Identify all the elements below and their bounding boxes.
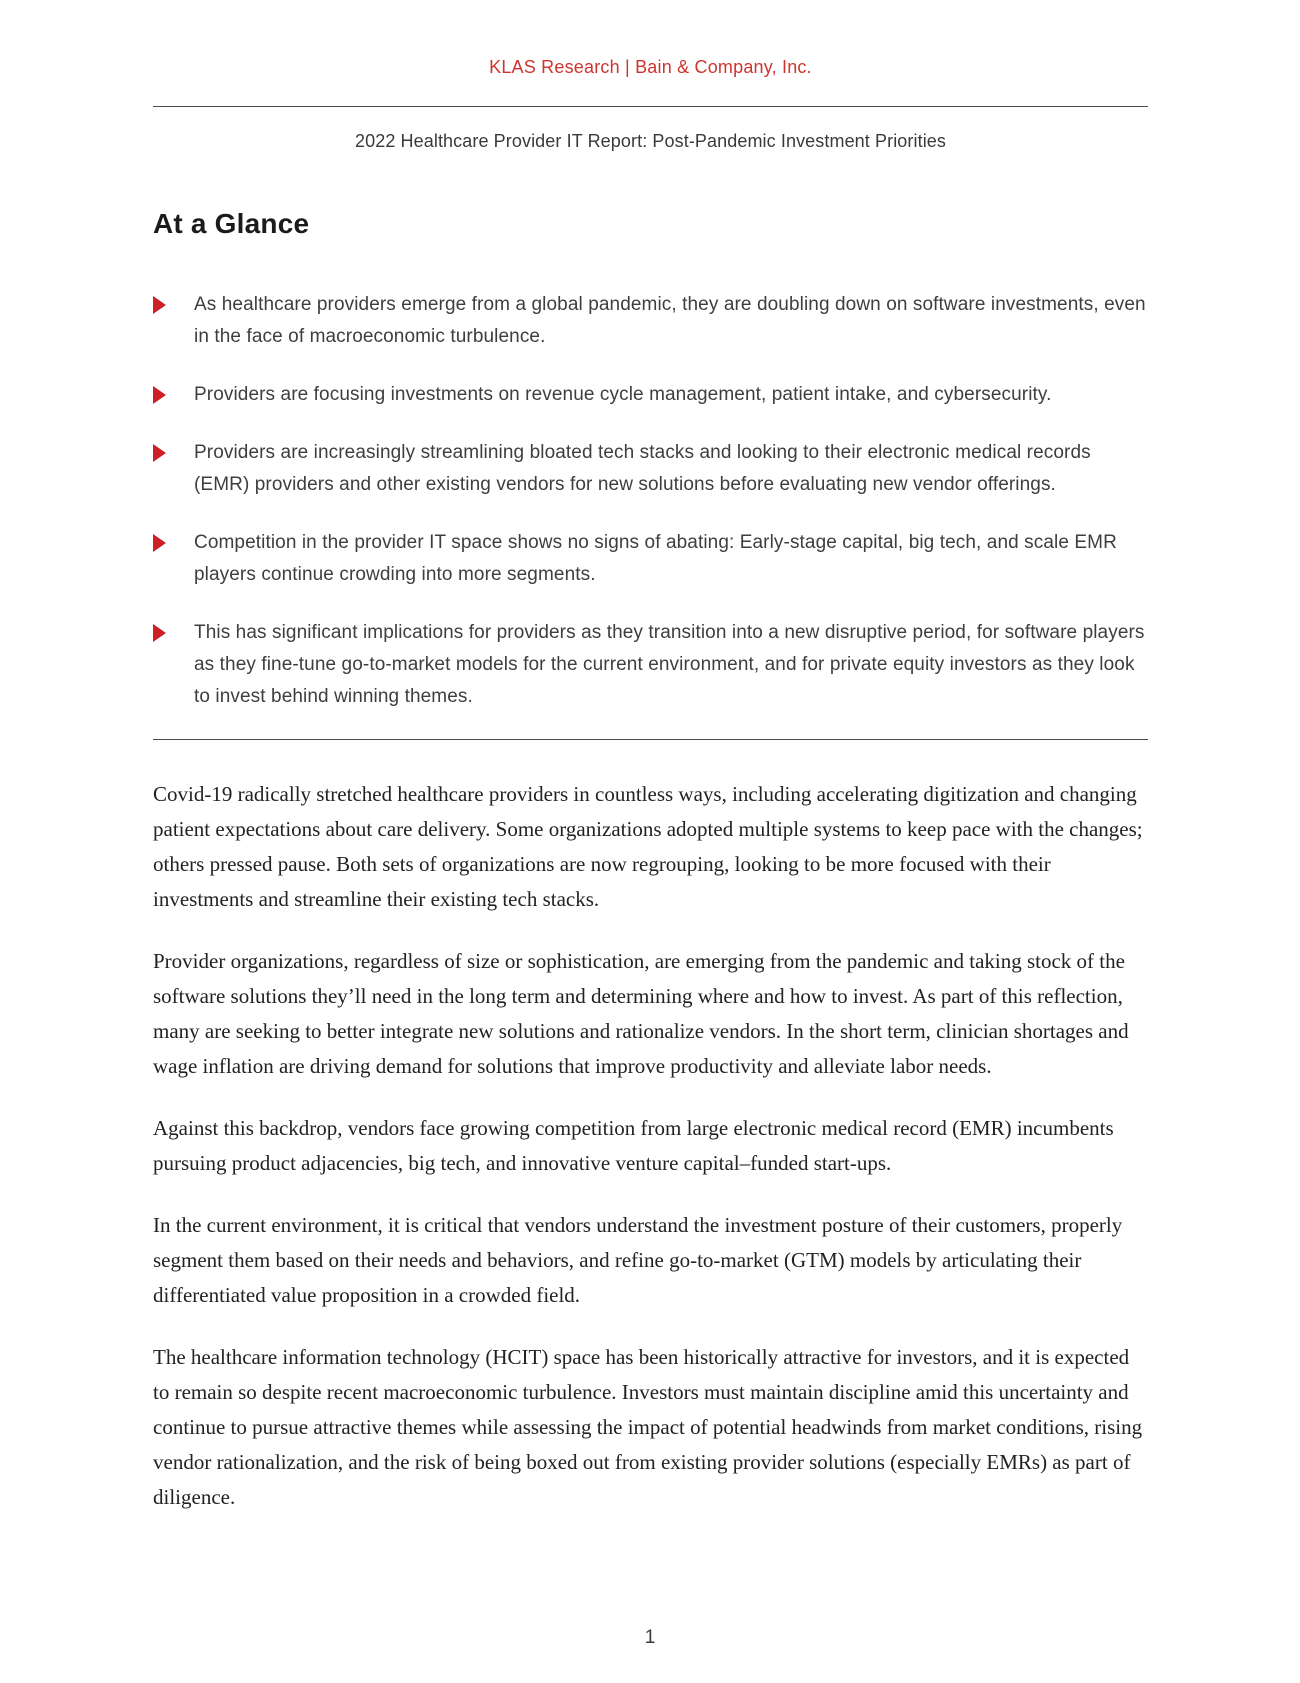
takeaway-list-item bbox=[153, 289, 1148, 353]
section-divider bbox=[153, 739, 1148, 740]
takeaway-text: Providers are focusing investments on revenue cycle management, patient intake, and cybersecurity. bbox=[194, 384, 1052, 405]
triangle-bullet-icon bbox=[153, 296, 166, 314]
body-copy bbox=[153, 777, 1148, 1515]
header-brand-text: KLAS Research | Bain & Company, Inc. bbox=[489, 57, 812, 77]
triangle-bullet-icon bbox=[153, 444, 166, 462]
triangle-bullet-icon bbox=[153, 386, 166, 404]
takeaway-list-item bbox=[153, 379, 1148, 411]
header-divider bbox=[153, 106, 1148, 107]
key-takeaways-list bbox=[153, 289, 1148, 713]
page-number: 1 bbox=[644, 1627, 656, 1648]
report-header bbox=[153, 0, 1148, 77]
body-paragraph: The healthcare information technology (HCIT) space has been historically attractive for investors, and it is expected to remain so despite recent macroeconomic turbulence. Investors must maintain discipline amid this uncertainty and continue to pursue attractive themes while assessing the impact of potential headwinds from market conditions, rising vendor rationalization, and the risk of being boxed out from existing provider solutions (especially EMRs) as part of diligence. bbox=[153, 1345, 1143, 1509]
body-paragraph: Against this backdrop, vendors face growing competition from large electronic medical record (EMR) incumbents pursuing product adjacencies, big tech, and innovative venture capital–funded start-ups. bbox=[153, 1116, 1114, 1175]
report-subtitle: 2022 Healthcare Provider IT Report: Post-Pandemic Investment Priorities bbox=[354, 131, 947, 151]
body-paragraph: Provider organizations, regardless of size or sophistication, are emerging from the pandemic and taking stock of the software solutions they’ll need in the long term and determining where and how to invest. As part of this reflection, many are seeking to better integrate new solutions and rationalize vendors. In the short term, clinician shortages and wage inflation are driving demand for solutions that improve productivity and alleviate labor needs. bbox=[153, 949, 1129, 1078]
body-paragraph: Covid-19 radically stretched healthcare providers in countless ways, including accelerating digitization and changing patient expectations about care delivery. Some organizations adopted multiple systems to keep pace with the changes; others pressed pause. Both sets of organizations are now regrouping, looking to be more focused with their investments and streamline their existing tech stacks. bbox=[153, 782, 1143, 911]
body-paragraph: In the current environment, it is critical that vendors understand the investment posture of their customers, properly segment them based on their needs and behaviors, and refine go-to-market (GTM) models by articulating their differentiated value proposition in a crowded field. bbox=[153, 1213, 1123, 1307]
takeaway-text: Providers are increasingly streamlining bloated tech stacks and looking to their electronic medical records (EMR) providers and other existing vendors for new solutions before evaluating new vendor offerings. bbox=[194, 442, 1091, 495]
takeaway-text: As healthcare providers emerge from a global pandemic, they are doubling down on software investments, even in the face of macroeconomic turbulence. bbox=[194, 294, 1146, 347]
triangle-bullet-icon bbox=[153, 534, 166, 552]
triangle-bullet-icon bbox=[153, 624, 166, 642]
section-title: At a Glance bbox=[153, 208, 310, 239]
takeaway-list-item bbox=[153, 527, 1148, 591]
takeaway-text: This has significant implications for providers as they transition into a new disruptive period, for software players as they fine-tune go-to-market models for the current environment, and for private equity investors as they look to invest behind winning themes. bbox=[194, 622, 1145, 707]
takeaway-text: Competition in the provider IT space shows no signs of abating: Early-stage capital, big tech, and scale EMR players continue crowding into more segments. bbox=[194, 532, 1117, 585]
takeaway-list-item bbox=[153, 617, 1148, 713]
takeaway-list-item bbox=[153, 437, 1148, 501]
